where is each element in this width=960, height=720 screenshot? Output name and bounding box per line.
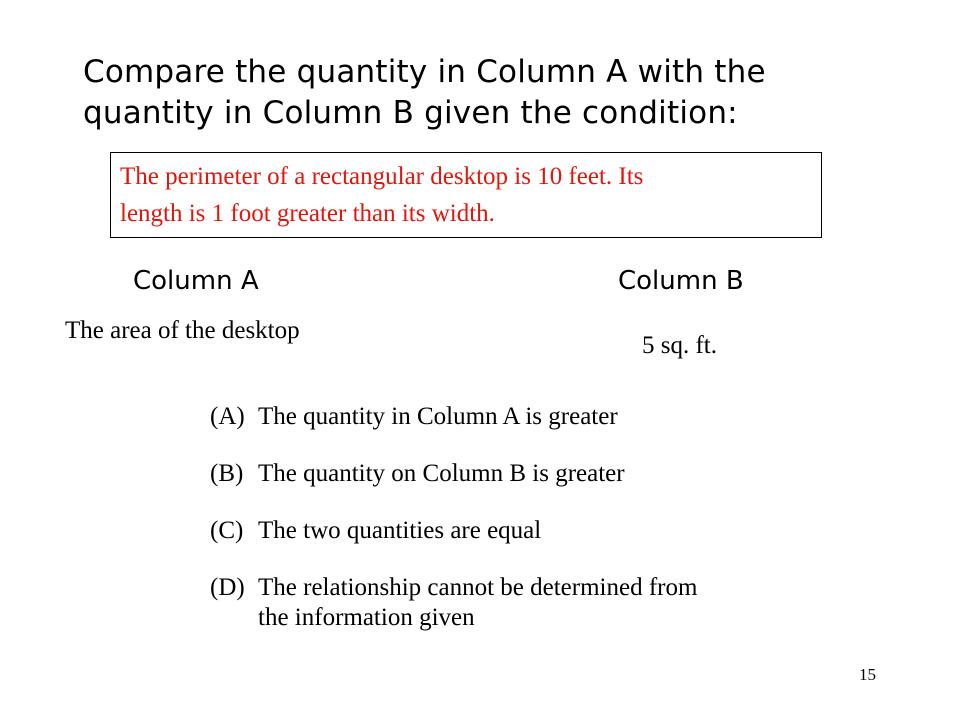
option-d-text-line-2: the information given (258, 604, 475, 631)
condition-box (110, 152, 822, 238)
option-a-letter: (A) (210, 403, 245, 430)
column-a-value: The area of the desktop (65, 317, 300, 344)
option-b-text: The quantity on Column B is greater (258, 460, 625, 487)
option-c-letter: (C) (210, 517, 244, 544)
question-line-2: quantity in Column B given the condition: (83, 95, 738, 131)
option-a[interactable] (210, 402, 850, 432)
question-line-1: Compare the quantity in Column A with the (83, 54, 766, 90)
question-prompt (83, 52, 863, 134)
option-a-text: The quantity in Column A is greater (258, 403, 618, 430)
option-c[interactable] (210, 516, 850, 546)
option-d-letter: (D) (210, 574, 245, 601)
option-d[interactable] (210, 573, 850, 633)
condition-line-1: The perimeter of a rectangular desktop is 10 feet. Its (120, 163, 644, 190)
option-d-text (258, 573, 850, 633)
option-d-text-line-1: The relationship cannot be determined from (258, 574, 698, 601)
column-b-value: 5 sq. ft. (642, 332, 717, 359)
option-b-letter: (B) (210, 460, 244, 487)
option-b[interactable] (210, 459, 850, 489)
column-a-header: Column A (133, 266, 259, 296)
condition-line-2: length is 1 foot greater than its width. (120, 200, 495, 227)
answer-options (210, 402, 850, 633)
option-c-text: The two quantities are equal (258, 517, 542, 544)
column-b-header: Column B (618, 266, 744, 296)
page-number: 15 (859, 665, 876, 684)
